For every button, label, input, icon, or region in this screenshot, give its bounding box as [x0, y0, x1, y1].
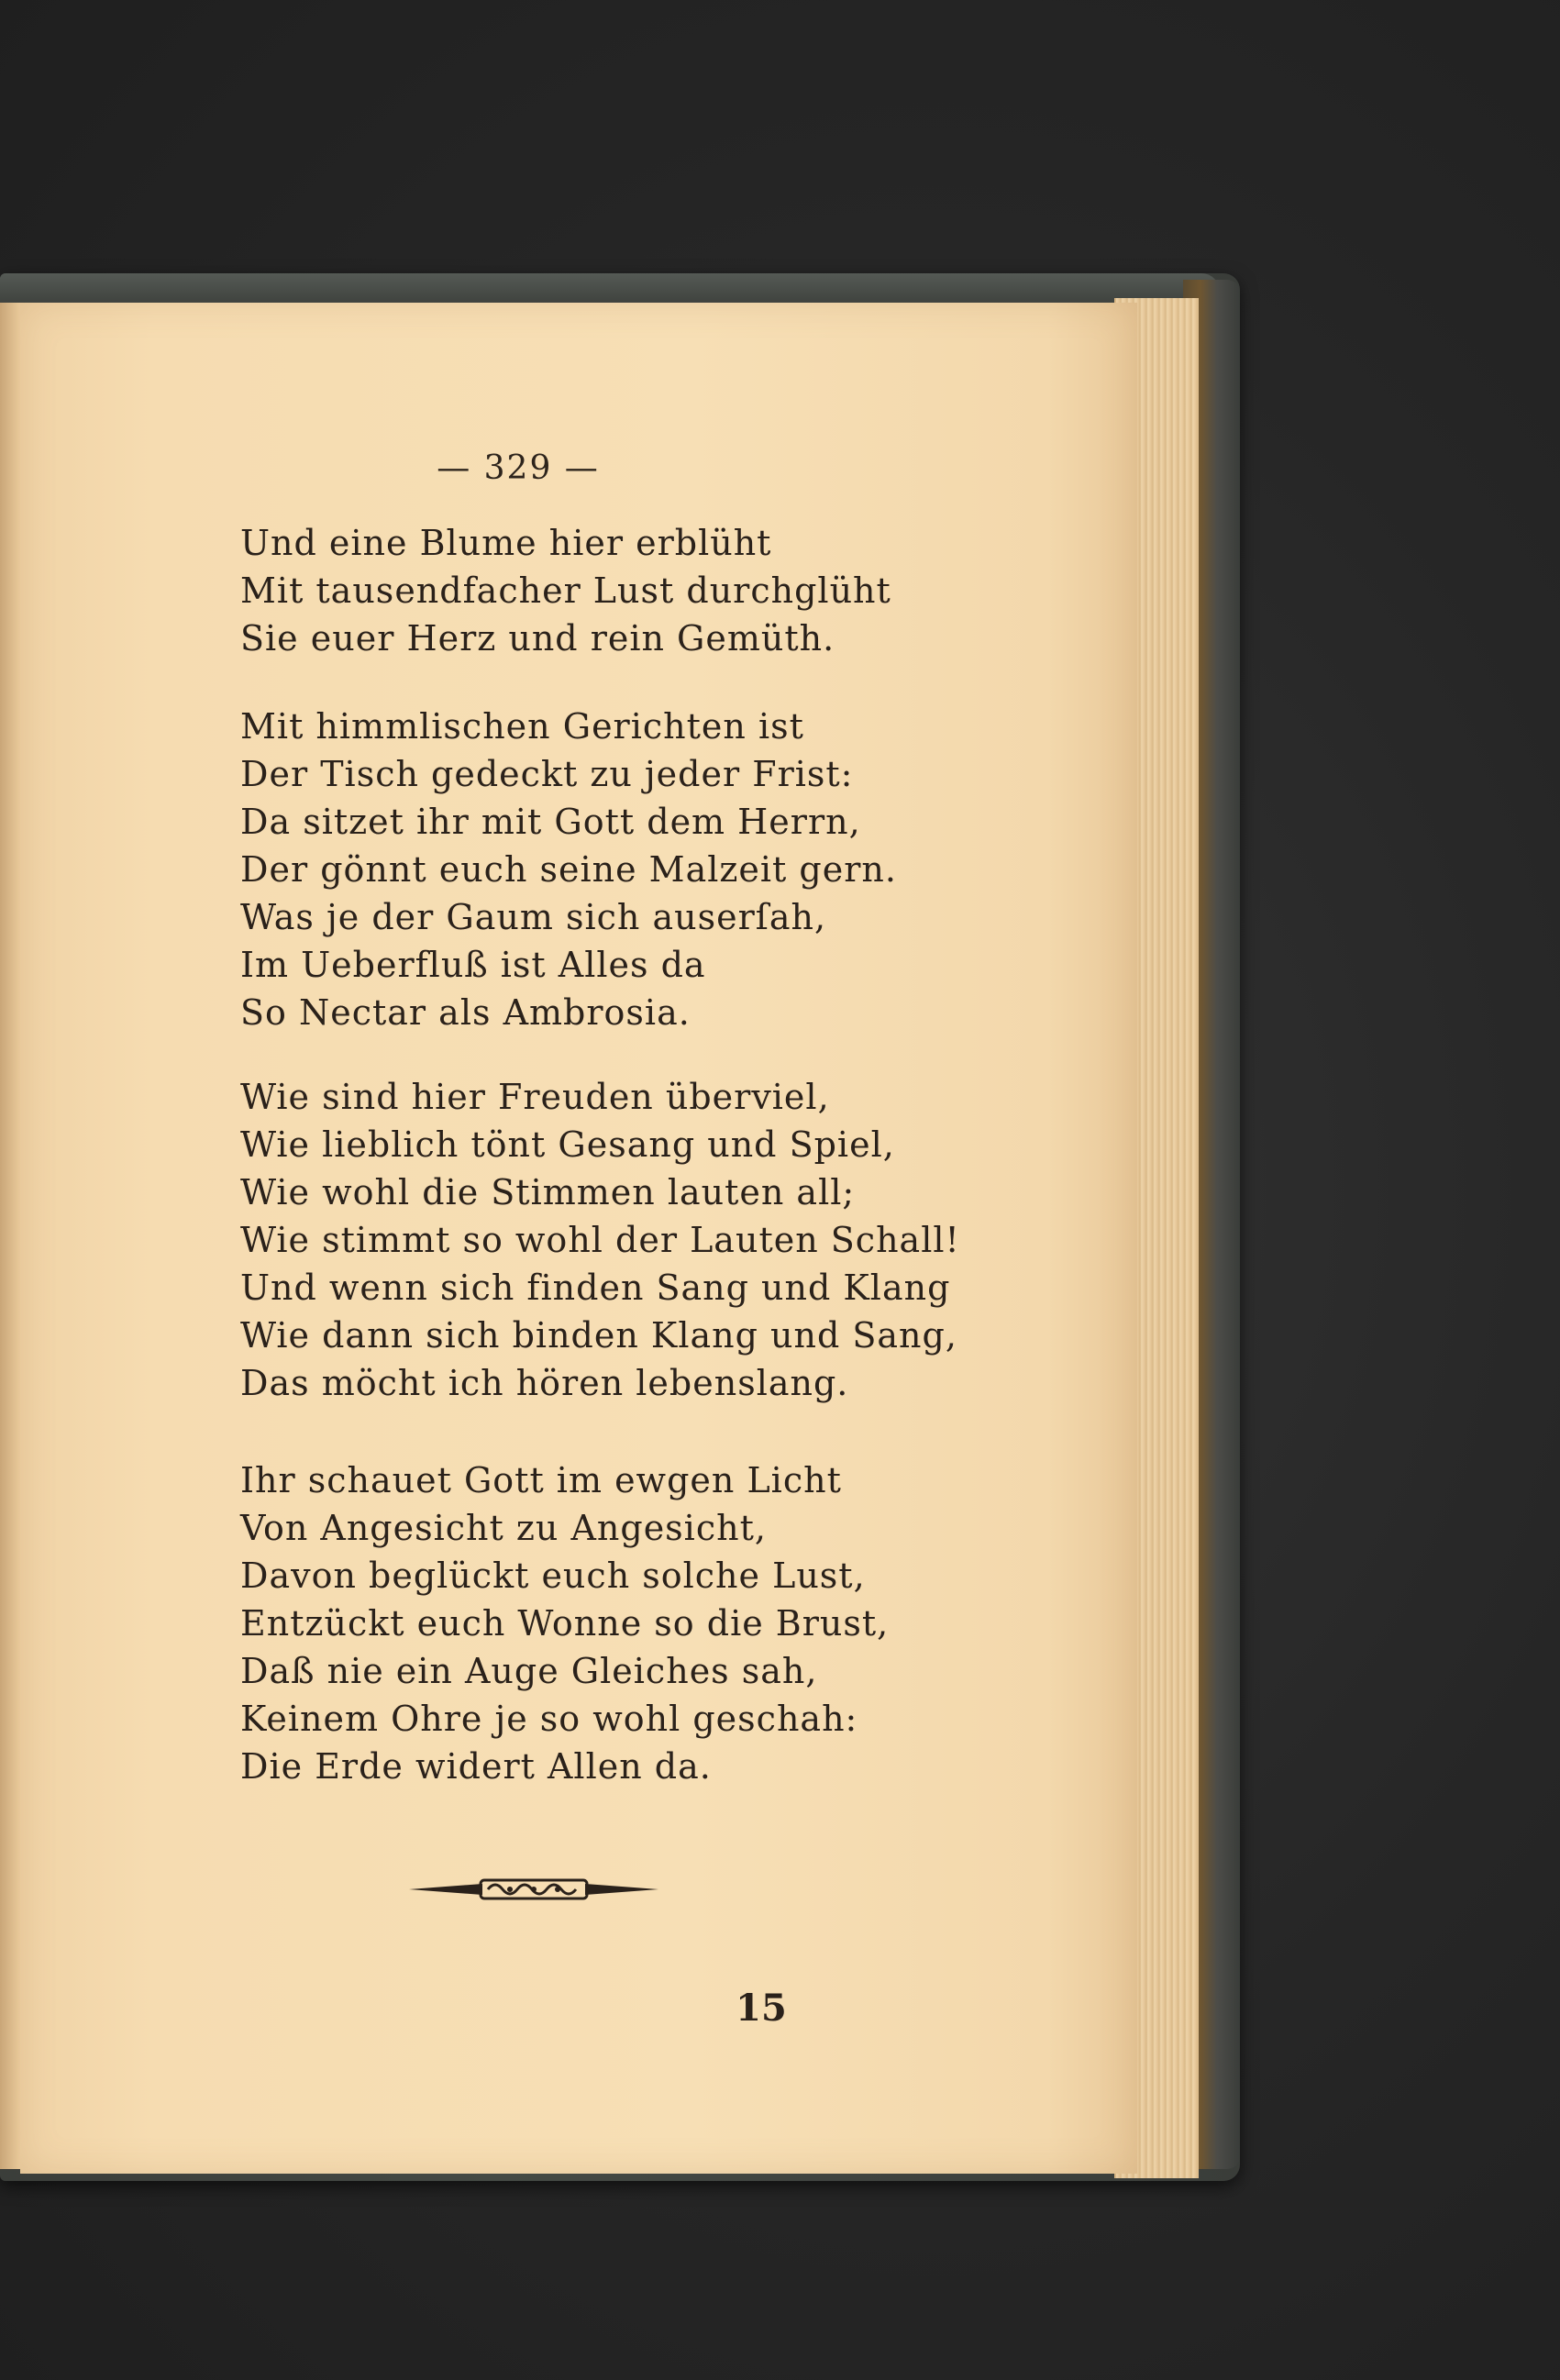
verse-line: Wie wohl die Stimmen lauten all;	[240, 1172, 856, 1212]
verse-line: Und eine Blume hier erblüht	[240, 523, 772, 563]
verse-line: So Nectar als Ambrosia.	[240, 992, 691, 1033]
stanza-4	[240, 1456, 901, 1790]
verse-line: Davon beglückt euch solche Lust,	[240, 1555, 866, 1596]
verse-line: Da sitzet ihr mit Gott dem Herrn,	[240, 802, 861, 842]
verse-line: Wie lieblich tönt Gesang und Spiel,	[240, 1124, 895, 1165]
verse-line: Und wenn sich finden Sang und Klang	[240, 1267, 951, 1308]
verse-line: Ihr schauet Gott im ewgen Licht	[240, 1460, 842, 1500]
verse-line: Die Erde widert Allen da.	[240, 1746, 712, 1787]
verse-line: Mit tausendfacher Lust durchglüht	[240, 570, 891, 611]
verse-line: Was je der Gaum sich auserſah,	[240, 897, 827, 937]
verse-line: Der Tisch gedeckt zu jeder Frist:	[240, 754, 854, 794]
ornament-rule-icon	[409, 1871, 658, 1908]
facing-page-edge	[0, 303, 20, 2169]
verse-line: Wie dann sich binden Klang und Sang,	[240, 1315, 957, 1356]
verse-line: Das möcht ich hören lebenslang.	[240, 1363, 849, 1403]
verse-line: Wie sind hier Freuden überviel,	[240, 1077, 830, 1117]
verse-line: Daß nie ein Auge Gleiches sah,	[240, 1651, 818, 1691]
book-cover-top-edge	[0, 273, 1220, 306]
verse-line: Mit himmlischen Gerichten ist	[240, 706, 804, 747]
verse-line: Keinem Ohre je so wohl geschah:	[240, 1699, 858, 1739]
verse-line: Von Angesicht zu Angesicht,	[240, 1508, 767, 1548]
stanza-1	[240, 519, 901, 662]
page-number-header: — 329 —	[437, 449, 600, 487]
verse-line: Wie stimmt so wohl der Lauten Schall!	[240, 1220, 960, 1260]
verse-line: Der gönnt euch seine Malzeit gern.	[240, 849, 897, 890]
signature-mark: 15	[736, 1987, 787, 2030]
verse-line: Im Ueberfluß ist Alles da	[240, 945, 706, 985]
stanza-2	[240, 703, 901, 1036]
verse-line: Sie euer Herz und rein Gemüth.	[240, 618, 835, 659]
stanza-3	[240, 1073, 960, 1407]
verse-line: Entzückt euch Wonne so die Brust,	[240, 1603, 890, 1644]
